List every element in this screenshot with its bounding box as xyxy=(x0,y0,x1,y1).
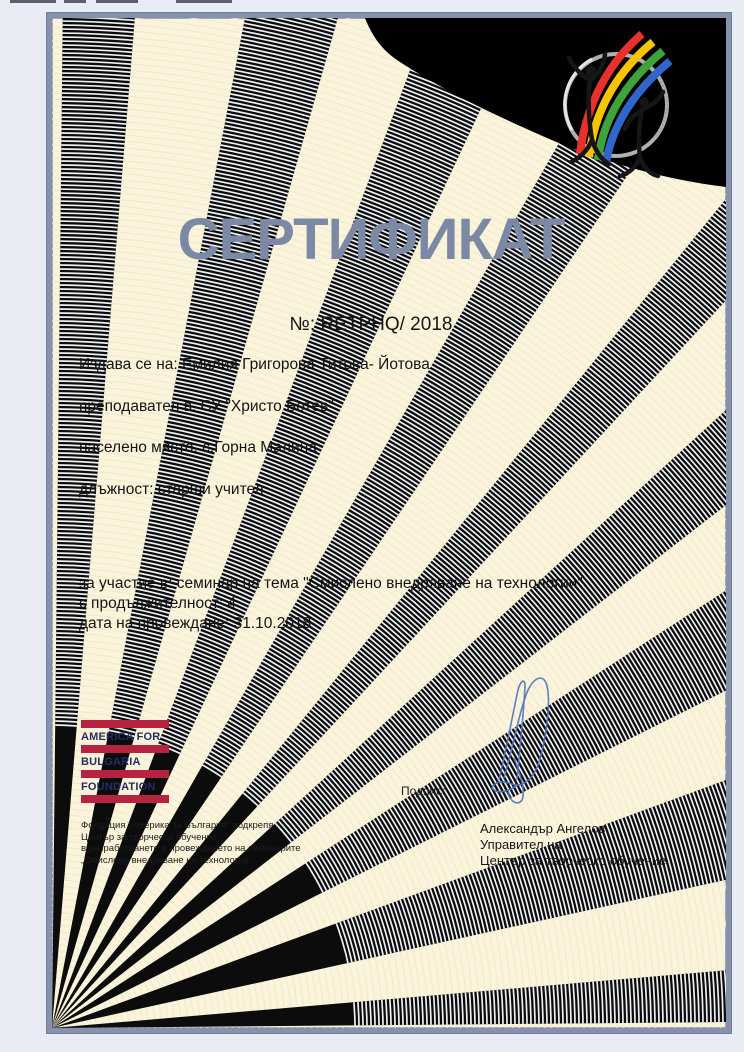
afb-stripe xyxy=(81,720,169,728)
signature-label: Подпис: xyxy=(401,784,446,798)
afb-stripe xyxy=(81,745,169,753)
footnote-line: „Смислено внедряване на технологии". xyxy=(81,854,255,866)
afb-text-line: AMERICA FOR xyxy=(81,730,161,743)
participation-duration: с продължителност: 4 xyxy=(79,595,237,612)
afb-stripe xyxy=(81,795,169,803)
footnote-line: Фондация „Америка за България" подкрепя xyxy=(81,820,274,831)
field-teacher-at: преподавател в: СУ "Христо Ботев" xyxy=(79,398,334,415)
certificate-title: СЕРТИФИКАТ xyxy=(177,207,565,272)
footnote-line: Център за творческо обучение xyxy=(81,831,218,843)
afb-text-line: BULGARIA xyxy=(81,755,141,768)
text-layer xyxy=(52,18,726,1028)
footnote-line: в разработването и провеждането на семинарите xyxy=(81,843,301,855)
certificate-number: №: RETPHQ/ 2018 xyxy=(289,314,453,335)
field-position: длъжност: старши учител xyxy=(79,481,264,498)
signatory-role: Управител на xyxy=(480,837,562,852)
afb-logo xyxy=(81,720,169,803)
participation-block xyxy=(79,574,583,634)
certificate-paper xyxy=(52,18,726,1028)
participation-seminar: за участие в: семинар на тема "Смислено внедряване на технологии" xyxy=(79,575,583,592)
signatory-org: Център за творческо обучение xyxy=(480,853,667,868)
signatory-name: Александър Ангелов xyxy=(480,821,606,836)
afb-stripe xyxy=(81,770,169,778)
certificate-frame xyxy=(47,13,731,1033)
afb-text-line: FOUNDATION xyxy=(81,780,156,793)
signatory-block xyxy=(480,821,666,869)
field-settlement: населено място: с.Горна Малина xyxy=(79,439,317,456)
participation-date: дата на провеждане: 31.10.2018 xyxy=(79,615,312,632)
footnote-block xyxy=(81,820,301,866)
field-issued-to: Издава се на: Емилия Григорова Титова- Йотова xyxy=(79,356,430,373)
